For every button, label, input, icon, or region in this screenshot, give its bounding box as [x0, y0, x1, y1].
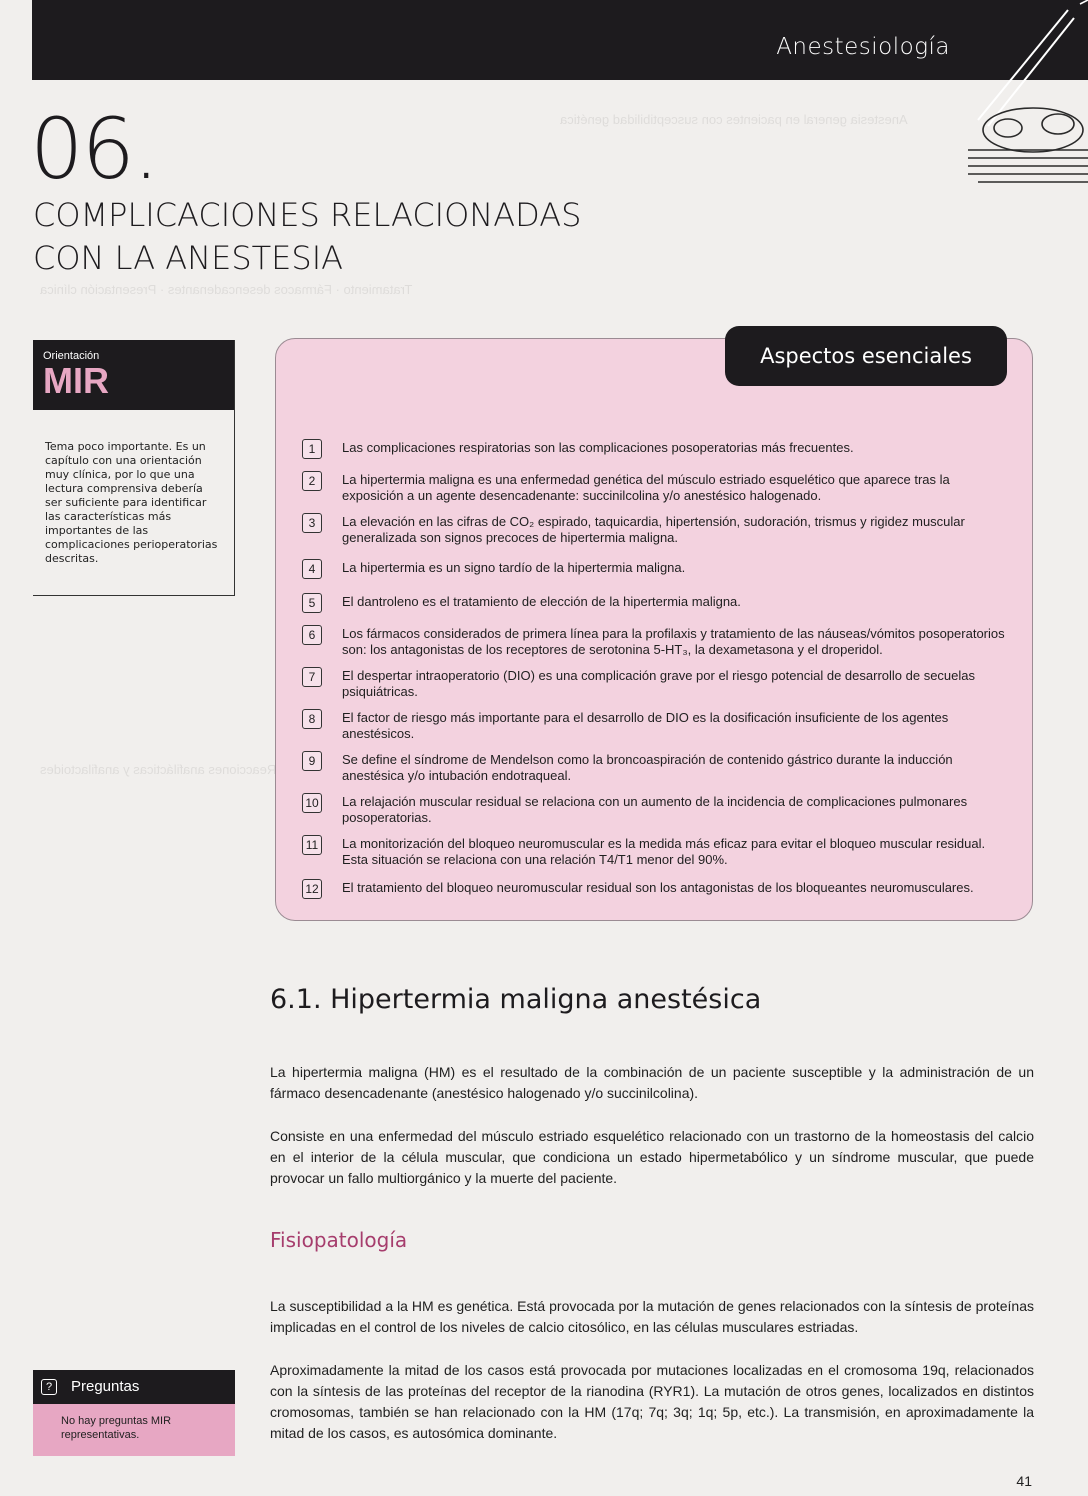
paragraph: Aproximadamente la mitad de los casos está provocada por mutaciones localizadas en el cromosoma 19q, relacionados con la síntesis de las proteínas del receptor de la rianodina (RYR1). La mutación de otros genes, localizados en distintos cromosomas, también se han relacionado con la HM (17q; 7q; 3q; 1q; 5p, etc.). La transmisión, en aproximadamente la mitad de los casos, es autosómica dominante. [270, 1362, 1034, 1441]
essential-item [302, 836, 1008, 868]
essential-item [302, 710, 1008, 742]
question-icon: ? [41, 1379, 57, 1395]
item-number: 11 [302, 835, 322, 855]
essential-item [302, 440, 1008, 459]
item-text: La relajación muscular residual se relaciona con un aumento de la incidencia de complicaciones pulmonares posoperatorias. [342, 794, 968, 825]
item-text: La monitorización del bloqueo neuromuscular es la medida más eficaz para evitar el bloqueo muscular residual. Esta situación se relaciona con una relación T4/T1 menor del 90%. [342, 836, 986, 867]
item-number: 9 [302, 751, 322, 771]
header-title: Anestesiología [776, 34, 950, 60]
item-text: El dantroleno es el tratamiento de elección de la hipertermia maligna. [342, 594, 741, 609]
item-text: La elevación en las cifras de CO₂ espirado, taquicardia, hipertensión, sudoración, trismus y rigidez muscular generalizada son signos precoces de hipertermia maligna. [342, 514, 965, 545]
item-text: El tratamiento del bloqueo neuromuscular residual son los antagonistas de los bloqueantes neuromusculares. [342, 880, 974, 895]
orientation-text: Tema poco importante. Es un capítulo con una orientación muy clínica, por lo que una lectura comprensiva debería ser suficiente para identificar las características más importantes de las complicaciones perioperatorias descritas. [45, 440, 218, 565]
item-number: 1 [302, 439, 322, 459]
item-text: La hipertermia maligna es una enfermedad genética del músculo estriado esquelético que aparece tras la exposición a un agente desencadenante: succinilcolina y/o anestésico halogenado. [342, 472, 950, 503]
item-text: Los fármacos considerados de primera línea para la profilaxis y tratamiento de las náuseas/vómitos posoperatorios son: los antagonistas de los receptores de serotonina 5-HT₃, la dexametasona y el droperidol. [342, 626, 1005, 657]
item-text: El factor de riesgo más importante para el desarrollo de DIO es la dosificación insuficiente de los agentes anestésicos. [342, 710, 949, 741]
essential-item [302, 514, 1008, 546]
item-number: 4 [302, 559, 322, 579]
questions-header [33, 1370, 235, 1404]
essential-item [302, 794, 1008, 826]
item-text: Se define el síndrome de Mendelson como la broncoaspiración de contenido gástrico durante la inducción anestésica y/o intubación endotraqueal. [342, 752, 953, 783]
section-title: 6.1. Hipertermia maligna anestésica [270, 984, 762, 1015]
item-number: 7 [302, 667, 322, 687]
item-text: El despertar intraoperatorio (DIO) es una complicación grave por el riesgo potencial de desarrollo de secuelas psiquiátricas. [342, 668, 976, 699]
essential-item [302, 472, 1008, 504]
item-number: 12 [302, 879, 322, 899]
item-text: La hipertermia es un signo tardío de la hipertermia maligna. [342, 560, 686, 575]
essentials-title: Aspectos esenciales [725, 326, 1007, 386]
paragraph: La susceptibilidad a la HM es genética. Está provocada por la mutación de genes relacionados con la síntesis de proteínas implicadas en el control de los niveles de calcio citosólico, en las células musculares estriadas. [270, 1298, 1034, 1335]
essential-item [302, 752, 1008, 784]
essential-item [302, 668, 1008, 700]
item-text: Las complicaciones respiratorias son las complicaciones posoperatorias más frecuentes. [342, 440, 854, 455]
orientation-label: Orientación [43, 350, 100, 362]
chapter-title: COMPLICACIONES RELACIONADAS CON LA ANESTESIA [33, 196, 582, 277]
essential-item [302, 560, 1008, 579]
orientation-header [33, 340, 234, 410]
item-number: 6 [302, 625, 322, 645]
essential-item [302, 626, 1008, 658]
subsection-title: Fisiopatología [270, 1228, 408, 1252]
essential-item [302, 594, 1008, 613]
orientation-box [33, 340, 235, 596]
essential-item [302, 880, 1008, 899]
paragraph: La hipertermia maligna (HM) es el resultado de la combinación de un paciente susceptible y la administración de un fármaco desencadenante (anestésico halogenado y/o succinilcolina). [270, 1064, 1034, 1101]
orientation-badge: MIR [43, 360, 109, 401]
questions-title: Preguntas [71, 1378, 140, 1395]
syringe-illustration [828, 0, 1088, 190]
item-number: 2 [302, 471, 322, 491]
item-number: 10 [302, 793, 322, 813]
item-number: 5 [302, 593, 322, 613]
chapter-number: 06. [30, 100, 158, 198]
paragraph: Consiste en una enfermedad del músculo estriado esquelético relacionado con un trastorno de la homeostasis del calcio en el interior de la célula muscular, que condiciona un estado hipermetabólico y un síndrome muscular, que puede provocar un fallo multiorgánico y la muerte del paciente. [270, 1128, 1034, 1186]
questions-text: No hay preguntas MIR representativas. [33, 1404, 235, 1456]
item-number: 8 [302, 709, 322, 729]
page-number: 41 [1016, 1473, 1032, 1489]
item-number: 3 [302, 513, 322, 533]
